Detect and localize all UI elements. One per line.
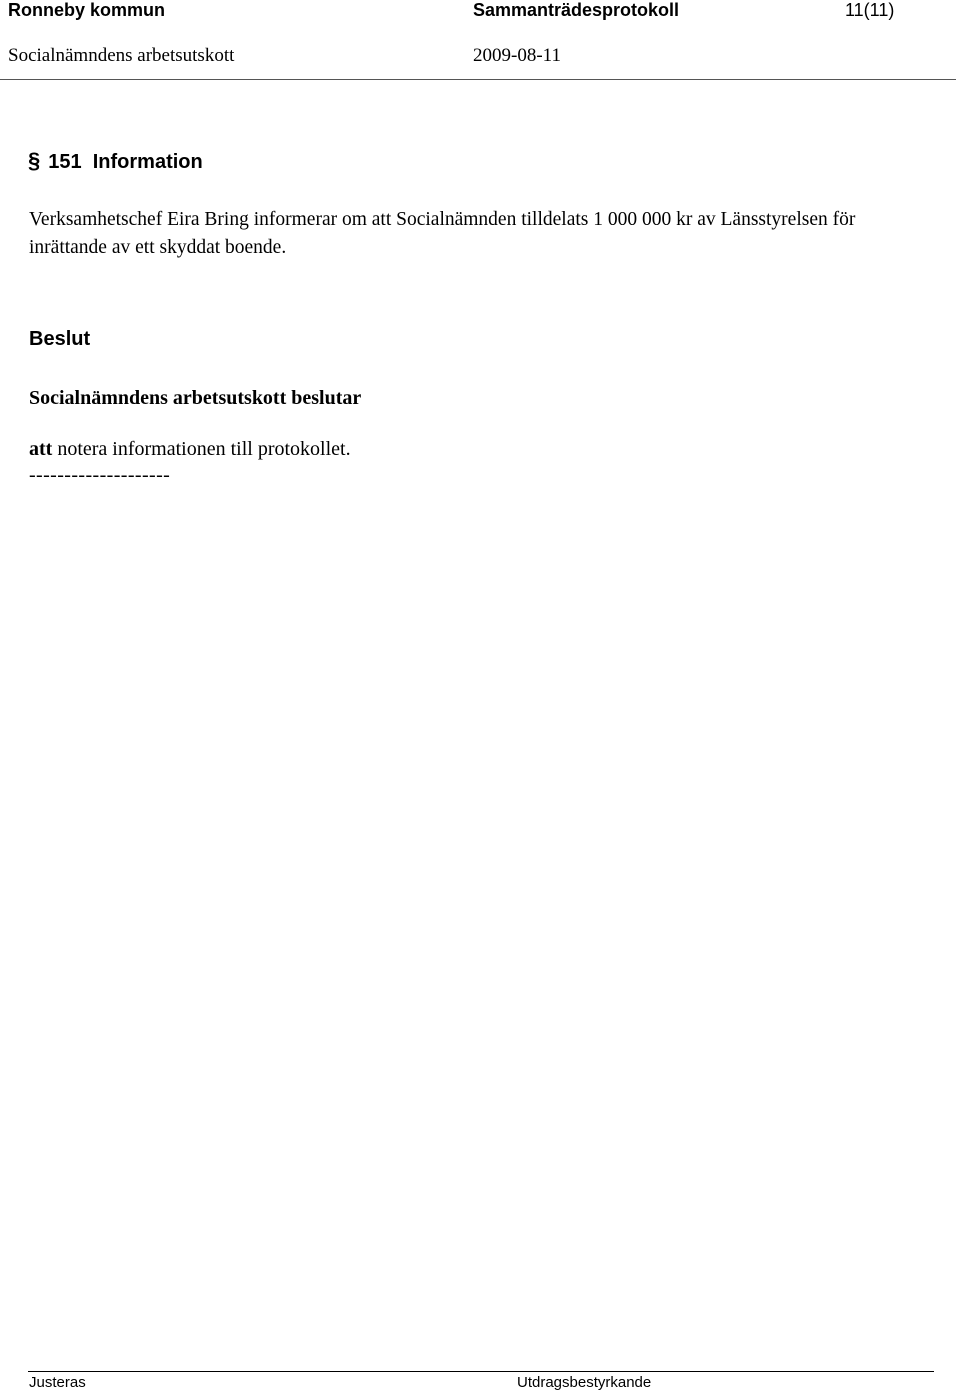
document-type: Sammanträdesprotokoll [473, 0, 680, 20]
decider-statement: Socialnämndens arbetsutskott beslutar [29, 387, 362, 409]
footer-utdragsbestyrkande: Utdragsbestyrkande [517, 1374, 652, 1391]
footer-justeras: Justeras [29, 1374, 86, 1391]
section-symbol: § [28, 148, 41, 173]
information-paragraph: Verksamhetschef Eira Bring informerar om att Socialnämnden tilldelats 1 000 000 kr av Länsstyrelsen för inrättande av ett skyddat boende. [29, 209, 856, 258]
page-number: 11(11) [845, 0, 895, 20]
section-number: 151 [48, 151, 82, 173]
organization-name: Ronneby kommun [8, 0, 166, 20]
committee-name: Socialnämndens arbetsutskott [8, 45, 235, 66]
meeting-date: 2009-08-11 [473, 45, 561, 66]
decision-text [29, 438, 351, 461]
footer-divider [28, 1371, 934, 1372]
end-separator: -------------------- [29, 464, 171, 486]
decision-att: att [29, 438, 53, 460]
header-divider [0, 79, 956, 80]
section-heading [28, 148, 203, 174]
section-title: Information [92, 151, 203, 173]
decision-body: notera informationen till protokollet. [52, 438, 351, 460]
decision-heading: Beslut [29, 328, 91, 350]
